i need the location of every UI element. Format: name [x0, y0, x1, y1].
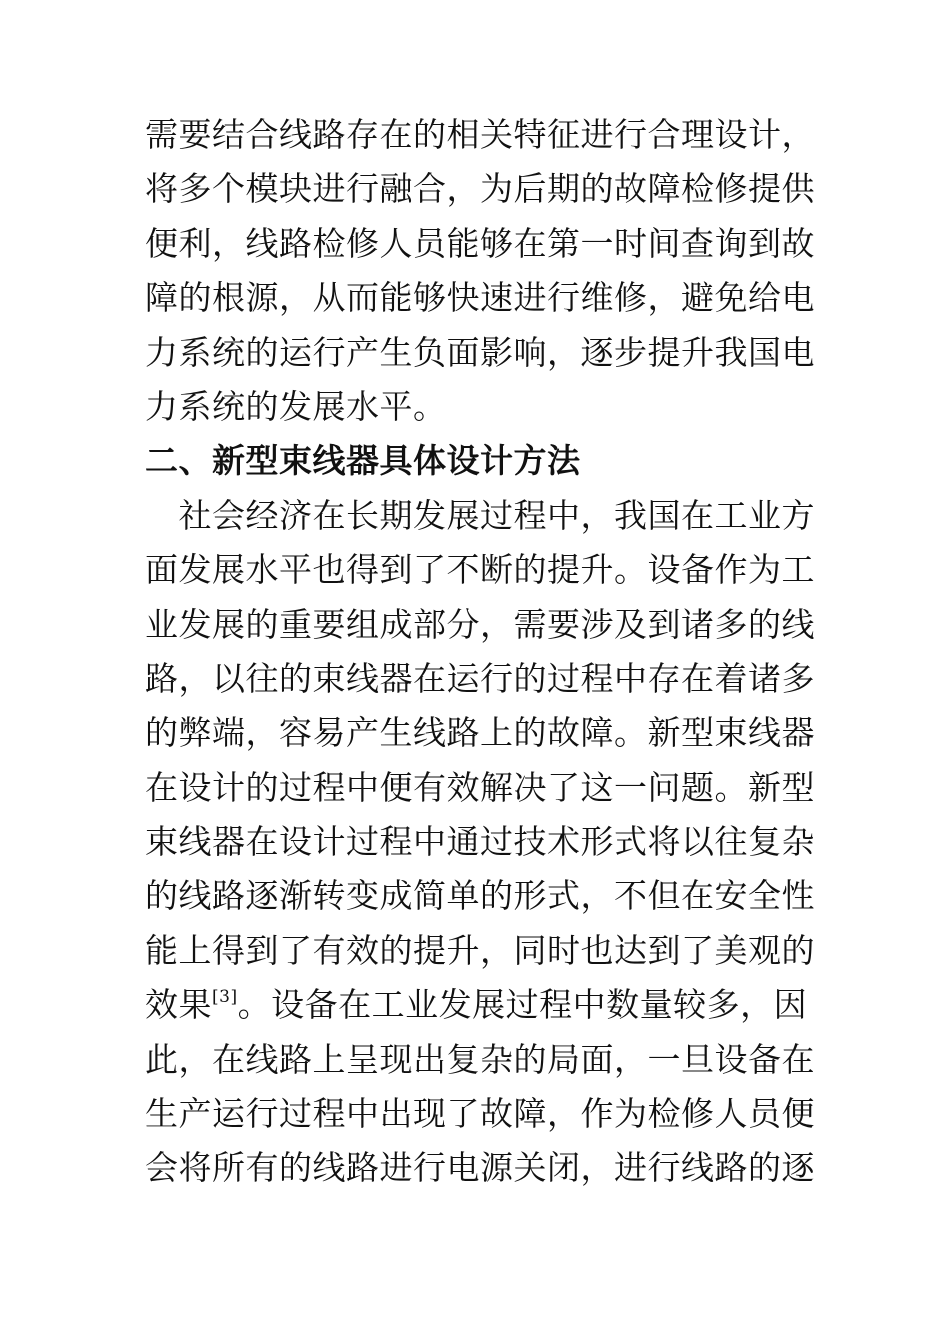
text-line: 力系统的运行产生负面影响，逐步提升我国电	[145, 332, 815, 372]
citation-line-after: 。设备在工业发展过程中数量较多，因	[237, 985, 808, 1025]
paragraph-body	[145, 489, 815, 1196]
section-heading	[145, 434, 800, 488]
text-line: 束线器在设计过程中通过技术形式将以往复杂	[145, 822, 815, 862]
text-line: 力系统的发展水平。	[145, 386, 447, 426]
text-line-with-citation	[145, 978, 808, 1032]
text-line: 在设计的过程中便有效解决了这一问题。新型	[145, 767, 815, 807]
paragraph-intro	[145, 108, 815, 434]
text-line: 能上得到了有效的提升，同时也达到了美观的	[145, 930, 815, 970]
text-line: 路，以往的束线器在运行的过程中存在着诸多	[145, 658, 815, 698]
text-line: 障的根源，从而能够快速进行维修，避免给电	[145, 278, 815, 318]
text-line: 的线路逐渐转变成简单的形式，不但在安全性	[145, 876, 815, 916]
text-line: 业发展的重要组成部分，需要涉及到诸多的线	[145, 604, 815, 644]
section-heading-text: 二、新型束线器具体设计方法	[145, 441, 581, 481]
text-line: 将多个模块进行融合，为后期的故障检修提供	[145, 169, 815, 209]
text-line: 的弊端，容易产生线路上的故障。新型束线器	[145, 713, 815, 753]
text-line: 此，在线路上呈现出复杂的局面，一旦设备在	[145, 1039, 815, 1079]
text-line: 面发展水平也得到了不断的提升。设备作为工	[145, 550, 815, 590]
text-line: 便利，线路检修人员能够在第一时间查询到故	[145, 223, 815, 263]
text-line: 社会经济在长期发展过程中，我国在工业方	[145, 495, 815, 535]
citation-line-before: 效果	[145, 985, 212, 1025]
citation-superscript: [3]	[212, 987, 238, 1008]
text-line: 会将所有的线路进行电源关闭，进行线路的逐	[145, 1148, 815, 1188]
text-line: 生产运行过程中出现了故障，作为检修人员便	[145, 1094, 815, 1134]
text-line: 需要结合线路存在的相关特征进行合理设计，	[145, 115, 815, 154]
